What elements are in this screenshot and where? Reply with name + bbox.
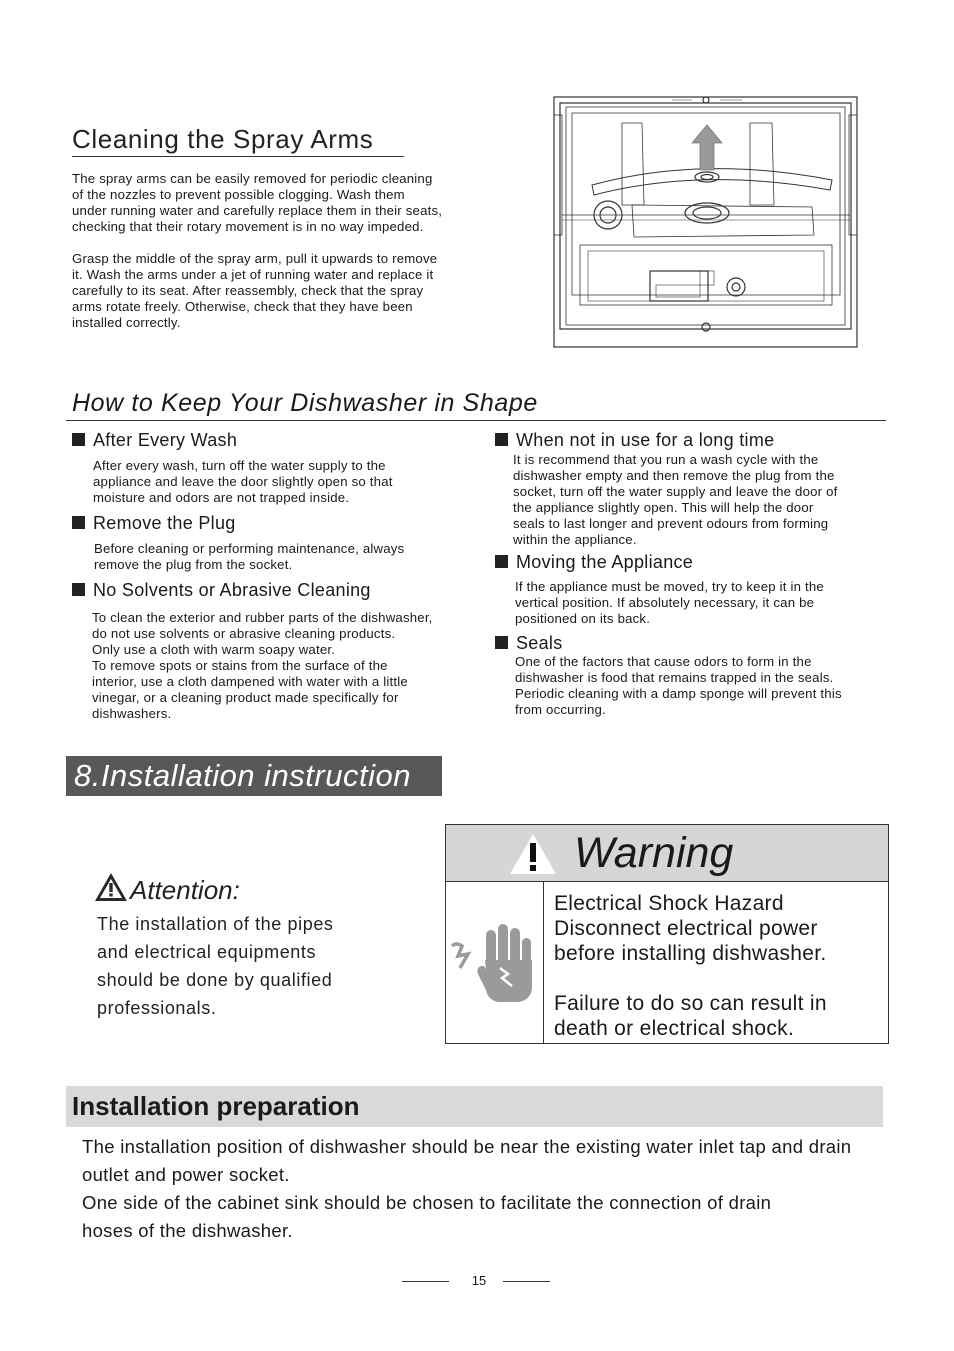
spray-arms-title: Cleaning the Spray Arms (72, 122, 404, 157)
bullet-square-icon (495, 636, 508, 649)
installation-section-banner (66, 756, 442, 796)
remove-plug-heading: Remove the Plug (72, 512, 236, 534)
bullet-square-icon (72, 433, 85, 446)
spray-arms-paragraph-2: Grasp the middle of the spray arm, pull it upwards to remove it. Wash the arms under a jet of running water and replace it carefully to its seat. After reassembly, check that the spray arms rotate freely. Otherwise, check that they have been installed correctly. (72, 251, 438, 330)
warning-box (445, 824, 889, 1044)
long-time-heading: When not in use for a long time (495, 429, 774, 451)
attention-title: Attention: (130, 875, 240, 905)
bullet-square-icon (495, 433, 508, 446)
electric-shock-hand-icon (448, 916, 540, 1008)
dishwasher-interior-illustration (552, 95, 860, 350)
after-every-wash-text: After every wash, turn off the water supply to the appliance and leave the door slightly open so that moisture and odors are not trapped inside. (93, 458, 393, 505)
attention-text: The installation of the pipes and electrical equipments should be done by qualified professionals. (97, 914, 334, 1018)
warning-title: Warning (574, 829, 734, 877)
long-time-text: It is recommend that you run a wash cycle with the dishwasher empty and then remove the plug from the socket, turn off the water supply and leave the door of the appliance slightly open. This will help the door seals to last longer and prevent odours from forming within the appliance. (513, 452, 838, 547)
page-number-rule-left (402, 1281, 449, 1282)
bullet-square-icon (72, 516, 85, 529)
warning-text: Electrical Shock Hazard Disconnect electrical power before installing dishwasher. Failure to do so can result in death or electrical shock. (554, 892, 827, 1040)
warning-triangle-icon (509, 833, 557, 875)
after-every-wash-heading: After Every Wash (72, 429, 237, 451)
preparation-text: The installation position of dishwasher should be near the existing water inlet tap and drain outlet and power socket. One side of the cabinet sink should be chosen to facilitate the connection of drain hoses of the dishwasher. (82, 1136, 852, 1241)
bullet-square-icon (495, 555, 508, 568)
shape-section-title: How to Keep Your Dishwasher in Shape (66, 386, 886, 421)
attention-warning-icon (94, 872, 128, 902)
seals-heading: Seals (495, 632, 563, 654)
moving-appliance-heading: Moving the Appliance (495, 551, 693, 573)
warning-icon-cell (446, 882, 544, 1043)
preparation-banner (66, 1086, 883, 1127)
page-number-rule-right (503, 1281, 550, 1282)
spray-arms-paragraph-1: The spray arms can be easily removed for periodic cleaning of the nozzles to prevent possible clogging. Wash them under running water and carefully replace them in their seats, checking that their rotary movement is in no way impeded. (72, 171, 443, 234)
remove-plug-text: Before cleaning or performing maintenance, always remove the plug from the socket. (94, 541, 405, 572)
installation-section-title: 8.Installation instruction (74, 758, 411, 793)
preparation-title: Installation preparation (72, 1091, 360, 1121)
no-solvents-text: To clean the exterior and rubber parts of the dishwasher, do not use solvents or abrasive cleaning products. Only use a cloth with warm soapy water. To remove spots or stains from the surface of the interior, use a cloth dampened with water with a little vinegar, or a cleaning product made specifically for dishwashers. (92, 610, 433, 721)
page-number: 15 (471, 1273, 487, 1288)
no-solvents-heading: No Solvents or Abrasive Cleaning (72, 579, 371, 601)
bullet-square-icon (72, 583, 85, 596)
moving-appliance-text: If the appliance must be moved, try to keep it in the vertical position. If absolutely necessary, it can be positioned on its back. (515, 579, 824, 626)
seals-text: One of the factors that cause odors to form in the dishwasher is food that remains trapped in the seals. Periodic cleaning with a damp sponge will prevent this from occurring. (515, 654, 842, 717)
warning-header (446, 825, 888, 882)
